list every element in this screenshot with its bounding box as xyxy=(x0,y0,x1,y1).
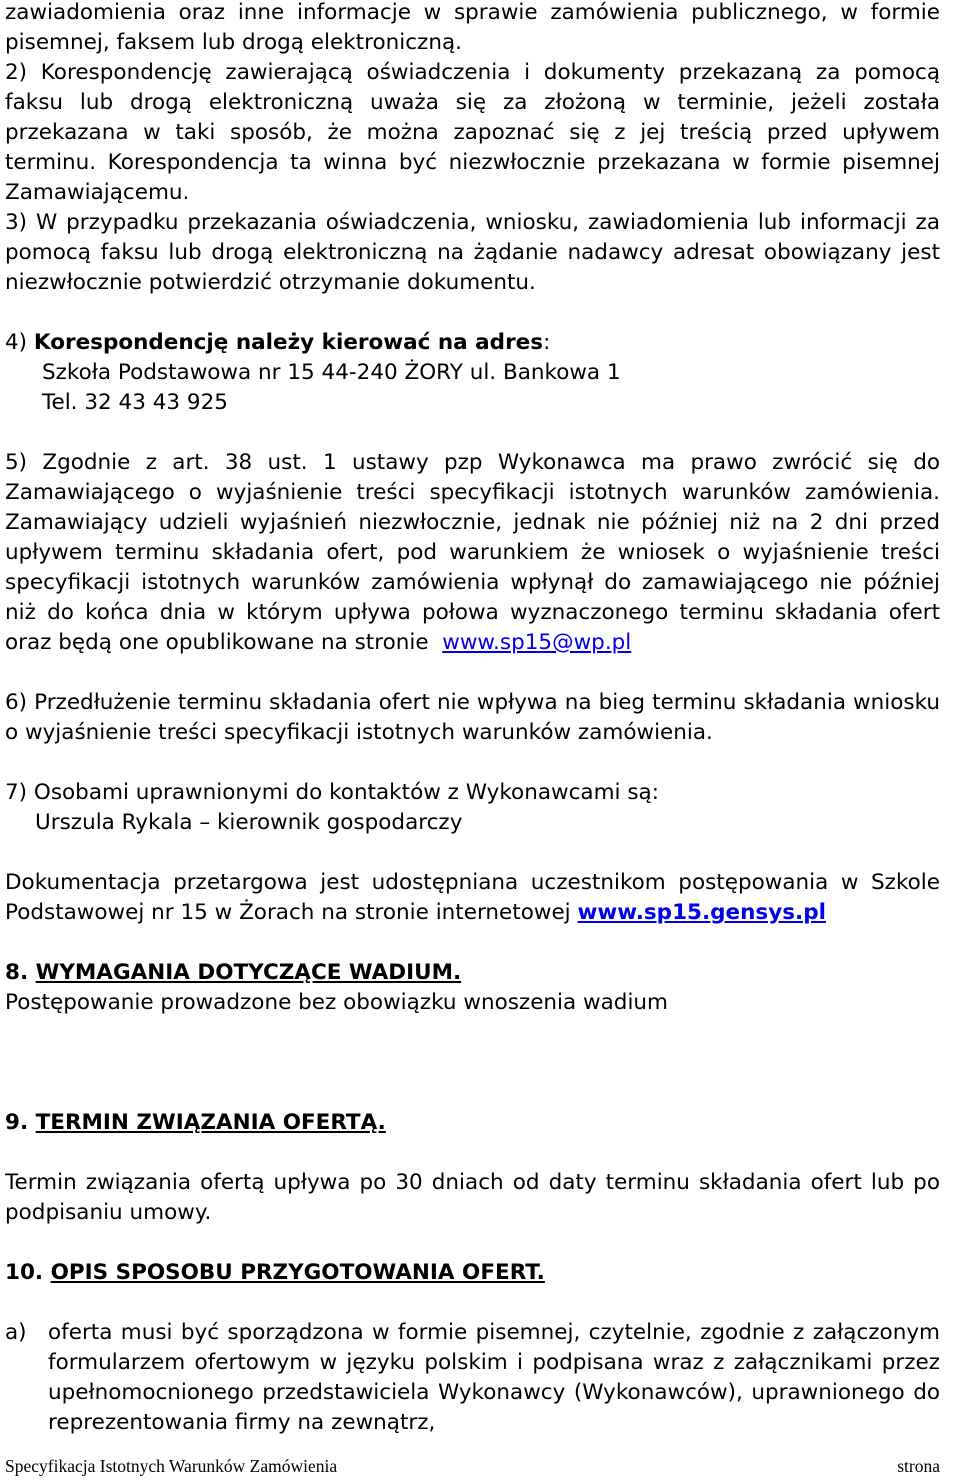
paragraph-6-extension: 6) Przedłużenie terminu składania ofert nie wpływa na bieg terminu składania wniosku o wyjaśnienie treści specyfikacji istotnych warunków zamówienia. xyxy=(5,690,940,745)
list-item-text: oferta musi być sporządzona w formie pisemnej, czytelnie, zgodnie z załączonym formularzem ofertowym w języku polskim i podpisana wraz z załącznikami przez upełnomocnionego przedstawiciela Wykonawcy (Wykonawców), uprawnionego do reprezentowania firmy na zewnątrz, xyxy=(48,1320,940,1435)
paragraph-documentation xyxy=(5,868,940,928)
paragraph-4-address-heading xyxy=(5,328,940,358)
address-heading: Korespondencję należy kierować na adres xyxy=(33,330,544,355)
spacer xyxy=(5,1138,940,1168)
document-page xyxy=(5,0,940,1438)
paragraph-5-clarifications xyxy=(5,448,940,658)
section-10-heading xyxy=(5,1258,940,1288)
page-footer xyxy=(5,1455,940,1477)
spacer xyxy=(5,928,940,958)
section-10-title: OPIS SPOSOBU PRZYGOTOWANIA OFERT. xyxy=(50,1260,545,1285)
section-9-heading xyxy=(5,1108,940,1138)
paragraph-3-confirmation: 3) W przypadku przekazania oświadczenia, wniosku, zawiadomienia lub informacji za pomocą faksu lub drogą elektroniczną na żądanie nadawcy adresat obowiązany jest niezwłocznie potwierdzić otrzymanie dokumentu. xyxy=(5,210,940,295)
paragraph-7-contacts: 7) Osobami uprawnionymi do kontaktów z Wykonawcami są: xyxy=(5,780,659,805)
section-9-title: TERMIN ZWIĄZANIA OFERTĄ. xyxy=(35,1110,386,1135)
spacer xyxy=(5,1018,940,1108)
section-9-text: Termin związania ofertą upływa po 30 dniach od daty terminu składania ofert lub po podpisaniu umowy. xyxy=(5,1170,940,1225)
documentation-text: Dokumentacja przetargowa jest udostępniana uczestnikom postępowania w Szkole Podstawowej nr 15 w Żorach na stronie internetowej xyxy=(5,870,940,925)
spacer xyxy=(5,1228,940,1258)
school-email-link[interactable]: www.sp15@wp.pl xyxy=(442,630,632,655)
section-number: 9. xyxy=(5,1110,36,1135)
footer-document-title: Specyfikacja Istotnych Warunków Zamówienia xyxy=(5,1456,338,1476)
list-item-a xyxy=(5,1318,940,1438)
section-8-heading xyxy=(5,958,940,988)
spacer xyxy=(5,1288,940,1318)
section-8-text: Postępowanie prowadzone bez obowiązku wnoszenia wadium xyxy=(5,990,668,1015)
spacer xyxy=(5,418,940,448)
paragraph-2-correspondence: 2) Korespondencję zawierającą oświadczenia i dokumenty przekazaną za pomocą faksu lub drogą elektroniczną uważa się za złożoną w terminie, jeżeli została przekazana w taki sposób, że można zapoznać się z jej treścią przed upływem terminu. Korespondencja ta winna być niezwłocznie przekazana w formie pisemnej Zamawiającemu. xyxy=(5,60,940,205)
list-item-label: a) xyxy=(5,1320,27,1345)
spacer xyxy=(5,298,940,328)
address-line: Szkoła Podstawowa nr 15 44-240 ŻORY ul. Bankowa 1 xyxy=(42,360,621,385)
spacer xyxy=(5,748,940,778)
colon: : xyxy=(543,330,551,355)
section-number: 10. xyxy=(5,1260,51,1285)
spacer xyxy=(5,838,940,868)
paragraph-5-text: 5) Zgodnie z art. 38 ust. 1 ustawy pzp Wykonawca ma prawo zwrócić się do Zamawiającego o wyjaśnienie treści specyfikacji istotnych warunków zamówienia. Zamawiający udzieli wyjaśnień niezwłocznie, jednak nie później niż na 2 dni przed upływem terminu składania ofert, pod warunkiem że wniosek o wyjaśnienie treści specyfikacji istotnych warunków zamówienia wpłynął do zamawiającego nie później niż do końca dnia w którym upływa połowa wyznaczonego terminu składania ofert oraz będą one opublikowane na stronie xyxy=(5,450,940,655)
paragraph-notifications: zawiadomienia oraz inne informacje w sprawie zamówienia publicznego, w formie pisemnej, faksem lub drogą elektroniczną. xyxy=(5,0,940,55)
phone-line: Tel. 32 43 43 925 xyxy=(42,390,228,415)
section-8-title: WYMAGANIA DOTYCZĄCE WADIUM. xyxy=(35,960,462,985)
contact-person: Urszula Rykala – kierownik gospodarczy xyxy=(35,810,463,835)
item-number: 4) xyxy=(5,330,34,355)
footer-page-label: strona xyxy=(897,1456,940,1476)
school-website-link[interactable]: www.sp15.gensys.pl xyxy=(577,900,826,925)
section-number: 8. xyxy=(5,960,36,985)
spacer xyxy=(5,658,940,688)
